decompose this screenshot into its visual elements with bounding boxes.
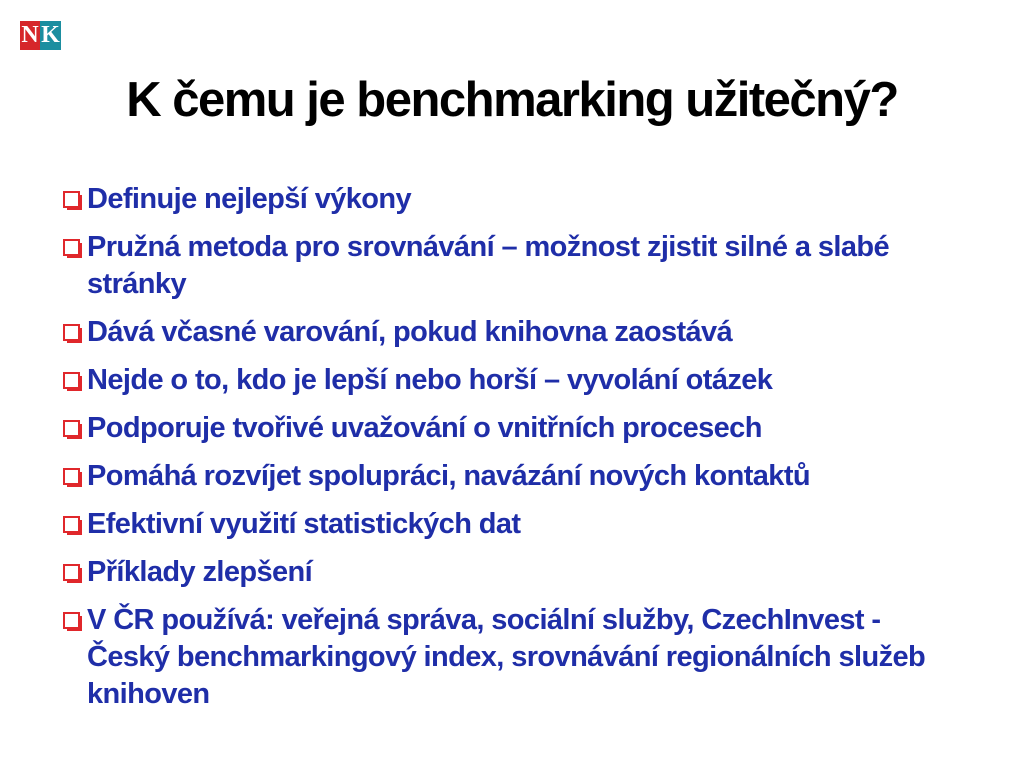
bullet-text: Efektivní využití statistických dat (87, 508, 521, 540)
bullet-item (63, 554, 963, 591)
checkbox-square-icon (63, 612, 81, 630)
checkbox-square-icon (63, 564, 81, 582)
nk-logo (20, 21, 61, 50)
checkbox-square-icon (63, 239, 81, 257)
checkbox-square-icon (63, 372, 81, 390)
bullet-item (63, 229, 963, 303)
bullet-item (63, 602, 963, 713)
checkbox-square-icon (63, 468, 81, 486)
bullet-item (63, 181, 963, 218)
bullet-text: Příklady zlepšení (87, 556, 313, 588)
bullet-text: Definuje nejlepší výkony (87, 183, 412, 215)
logo-letter-n: N (21, 22, 39, 48)
bullet-item (63, 362, 963, 399)
bullet-text: V ČR používá: veřejná správa, sociální služby, CzechInvest - Český benchmarkingový index, srovnávání regionálních služeb knihoven (87, 604, 926, 710)
bullet-text: Nejde o to, kdo je lepší nebo horší – vyvolání otázek (87, 364, 773, 396)
bullet-text: Pružná metoda pro srovnávání – možnost zjistit silné a slabé stránky (87, 231, 889, 300)
bullet-text: Dává včasné varování, pokud knihovna zaostává (87, 316, 733, 348)
checkbox-square-icon (63, 191, 81, 209)
slide-title: K čemu je benchmarking užitečný? (126, 73, 898, 127)
bullet-item (63, 458, 963, 495)
bullet-list (63, 181, 963, 724)
bullet-item (63, 314, 963, 351)
bullet-text: Podporuje tvořivé uvažování o vnitřních procesech (87, 412, 762, 444)
checkbox-square-icon (63, 420, 81, 438)
bullet-item (63, 506, 963, 543)
checkbox-square-icon (63, 516, 81, 534)
bullet-item (63, 410, 963, 447)
bullet-text: Pomáhá rozvíjet spolupráci, navázání nových kontaktů (87, 460, 810, 492)
checkbox-square-icon (63, 324, 81, 342)
logo-letter-k: K (41, 22, 60, 48)
